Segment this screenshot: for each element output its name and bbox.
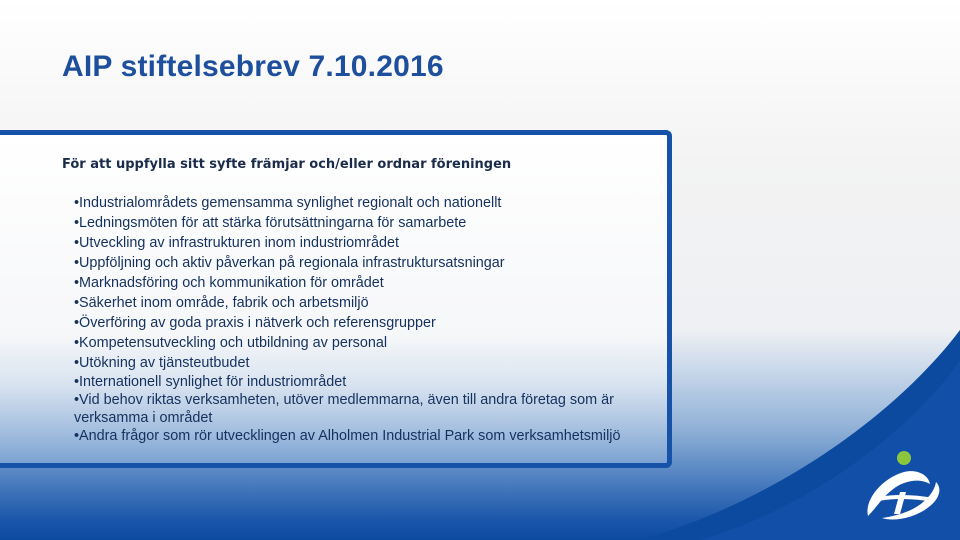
- bullet-list: [74, 193, 654, 445]
- slide-title: AIP stiftelsebrev 7.10.2016: [62, 50, 444, 83]
- bullet-item: •Kompetensutveckling och utbildning av personal: [74, 335, 388, 351]
- alholmen-logo-icon: [860, 448, 944, 524]
- bullet-item: •Marknadsföring och kommunikation för området: [74, 275, 384, 291]
- bullet-item: •Industrialområdets gemensamma synlighet regionalt och nationellt: [74, 195, 502, 211]
- bullet-item: •Utveckling av infrastrukturen inom industriområdet: [74, 235, 399, 251]
- bullet-item: •Vid behov riktas verksamheten, utöver medlemmarna, även till andra företag som är verksamma i området: [74, 392, 614, 426]
- content-heading: För att uppfylla sitt syfte främjar och/eller ordnar föreningen: [62, 157, 512, 172]
- bullet-item: •Internationell synlighet för industriområdet: [74, 374, 347, 390]
- bullet-item: •Uppföljning och aktiv påverkan på regionala infrastruktursatsningar: [74, 255, 505, 271]
- bullet-item: •Överföring av goda praxis i nätverk och referensgrupper: [74, 315, 436, 331]
- bullet-item: •Säkerhet inom område, fabrik och arbetsmiljö: [74, 295, 369, 311]
- bullet-item: •Ledningsmöten för att stärka förutsättningarna för samarbete: [74, 215, 467, 231]
- bullet-item: •Utökning av tjänsteutbudet: [74, 355, 250, 371]
- bullet-item: •Andra frågor som rör utvecklingen av Alholmen Industrial Park som verksamhetsmiljö: [74, 428, 621, 444]
